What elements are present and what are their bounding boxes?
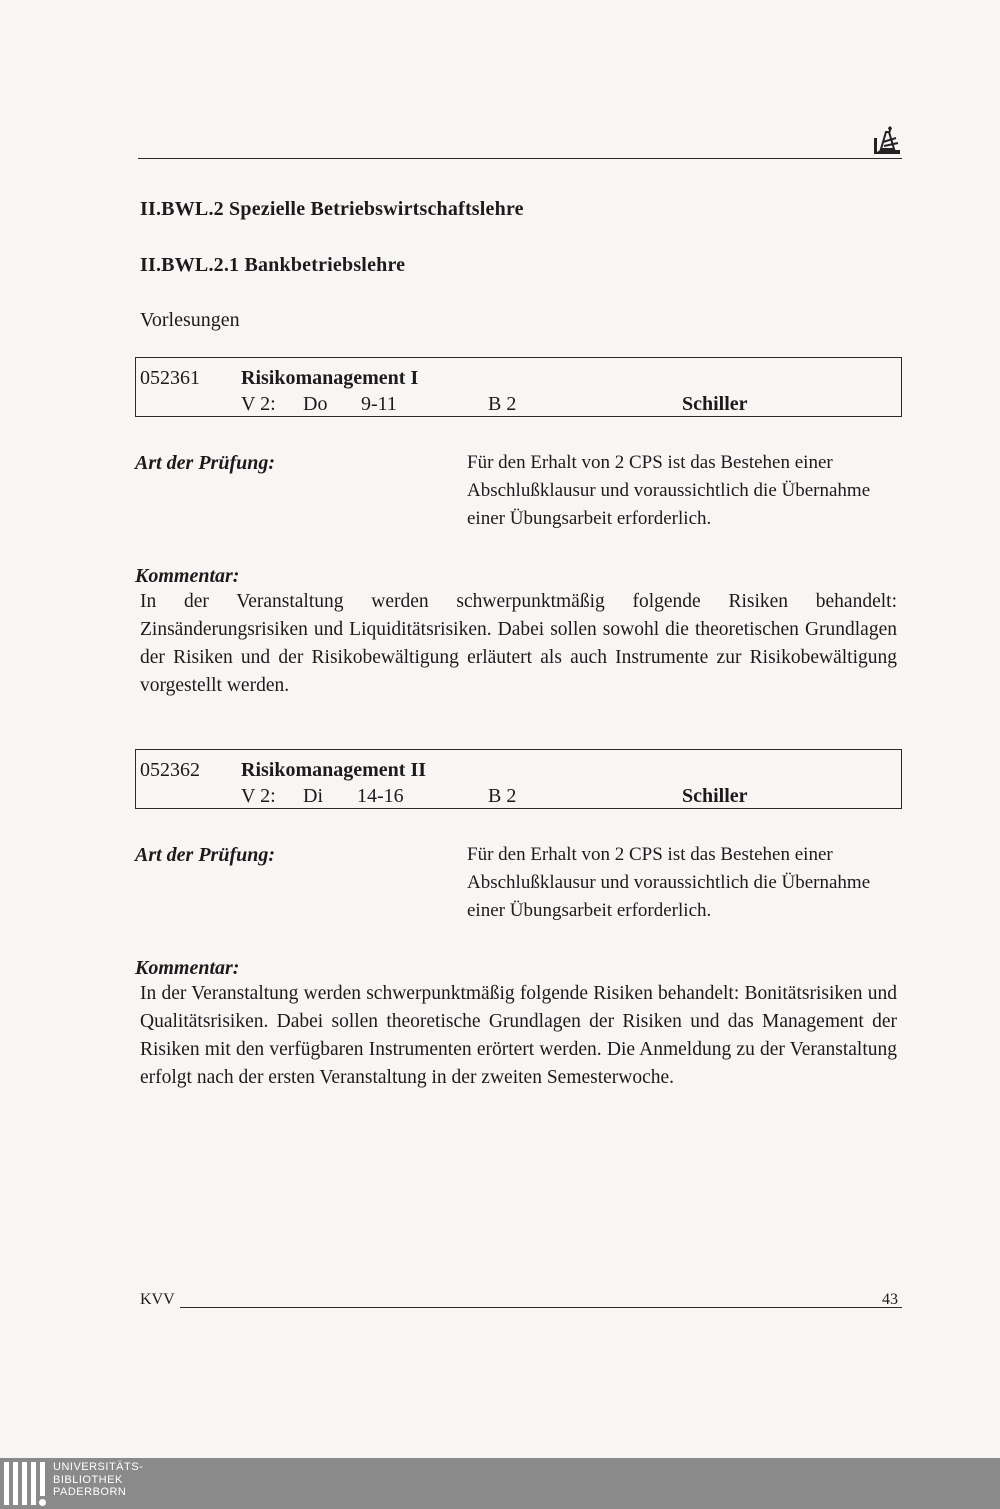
- library-bar: [0, 1458, 1000, 1509]
- comment-text: In der Veranstaltung werden schwerpunktmäßig folgende Risiken behandelt: Zinsänderungsrisiken und Liquiditätsrisiken. Dabei sollen sowohl die theoretischen Grundlagen der Risiken und der Risikobewältigung erläutert als auch Instrumente zur Risikobewältigung vorgestellt werden.: [140, 591, 897, 696]
- course-box: [135, 749, 902, 809]
- course-type: V 2:: [241, 393, 276, 415]
- course-day: Do: [303, 393, 328, 415]
- library-name: [53, 1461, 143, 1499]
- exam-text: Für den Erhalt von 2 CPS ist das Bestehen einer Abschlußklausur und voraussichtlich die Übernahme einer Übungsarbeit erforderlich.: [467, 452, 871, 529]
- course-box: [135, 357, 902, 417]
- exam-label: Art der Prüfung:: [135, 452, 276, 474]
- library-line: BIBLIOTHEK: [53, 1473, 123, 1486]
- comment-text: In der Veranstaltung werden schwerpunktmäßig folgende Risiken behandelt: Bonitätsrisiken und Qualitätsrisiken. Dabei sollen theoretische Grundlagen der Risiken und das Management der Risiken mit den verfügbaren Instrumenten erörtert werden. Die Anmeldung zu der Veranstaltung erfolgt nach der ersten Veranstaltung in der zweiten Semesterwoche.: [140, 983, 897, 1088]
- course-title: Risikomanagement I: [241, 367, 419, 389]
- library-line: UNIVERSITÄTS-: [53, 1461, 144, 1473]
- course-number: 052361: [140, 367, 200, 389]
- comment-label: Kommentar:: [135, 565, 240, 587]
- footer-label: KVV: [140, 1291, 175, 1308]
- course-number: 052362: [140, 759, 200, 781]
- course-time: 9-11: [361, 393, 397, 415]
- course-room: B 2: [488, 393, 517, 415]
- course-type: V 2:: [241, 785, 276, 807]
- comment-label: Kommentar:: [135, 957, 240, 979]
- page-number: 43: [882, 1291, 898, 1308]
- category-label: Vorlesungen: [140, 309, 240, 331]
- exam-text: Für den Erhalt von 2 CPS ist das Bestehen einer Abschlußklausur und voraussichtlich die Übernahme einer Übungsarbeit erforderlich.: [467, 844, 871, 921]
- course-day: Di: [303, 785, 323, 807]
- header-rule: [138, 158, 902, 159]
- subsection-title: II.BWL.2.1 Bankbetriebslehre: [140, 254, 406, 276]
- header-logo-icon: [872, 124, 902, 156]
- exam-label: Art der Prüfung:: [135, 844, 276, 866]
- course-title: Risikomanagement II: [241, 759, 427, 781]
- course-room: B 2: [488, 785, 517, 807]
- library-line: PADERBORN: [53, 1486, 127, 1498]
- course-lecturer: Schiller: [682, 785, 748, 807]
- footer-rule: [180, 1307, 902, 1308]
- course-time: 14-16: [357, 785, 404, 807]
- course-lecturer: Schiller: [682, 393, 748, 415]
- section-title: II.BWL.2 Spezielle Betriebswirtschaftslehre: [140, 198, 524, 220]
